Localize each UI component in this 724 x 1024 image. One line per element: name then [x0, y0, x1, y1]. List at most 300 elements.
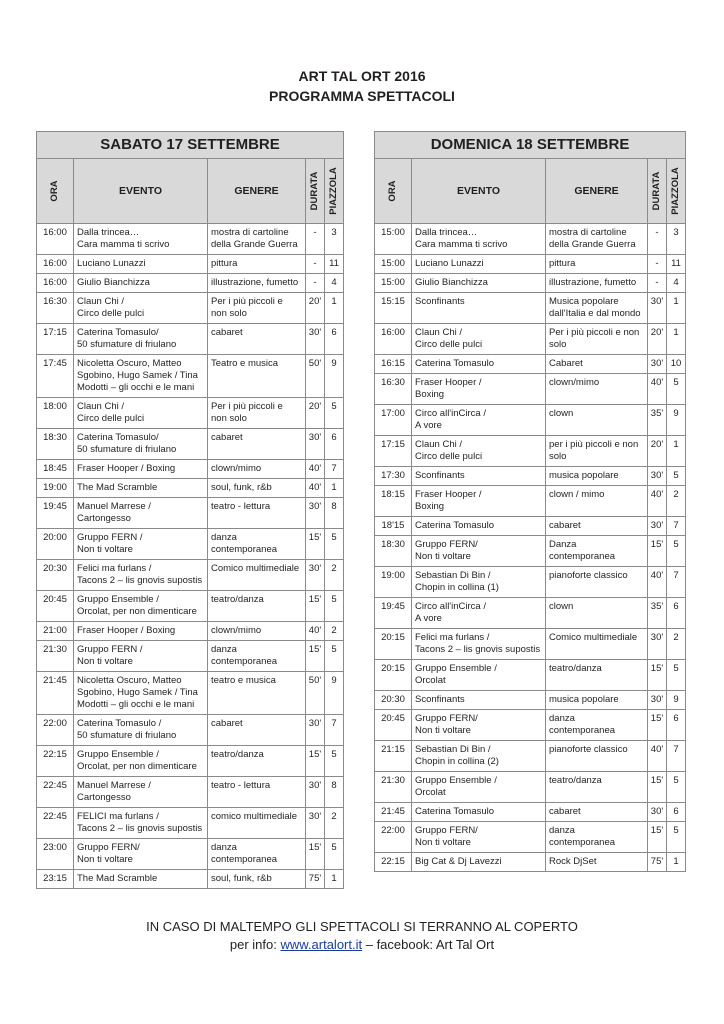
schedule-row	[37, 591, 344, 622]
time-cell: 19:45	[37, 498, 74, 529]
event-cell: Fraser Hooper / Boxing	[412, 374, 546, 405]
schedule-row	[375, 772, 686, 803]
venue-cell: 7	[325, 460, 344, 479]
genre-cell: danza contemporanea	[546, 710, 648, 741]
genre-cell: cabaret	[208, 324, 306, 355]
venue-cell: 10	[667, 355, 686, 374]
genre-cell: clown	[546, 598, 648, 629]
time-cell: 22:45	[37, 777, 74, 808]
event-cell: Caterina Tomasulo/ 50 sfumature di friulano	[74, 429, 208, 460]
genre-cell: musica popolare	[546, 691, 648, 710]
time-cell: 15:15	[375, 293, 412, 324]
duration-cell: 75'	[306, 870, 325, 889]
schedule-row	[375, 710, 686, 741]
genre-cell: illustrazione, fumetto	[546, 274, 648, 293]
genre-cell: Danza contemporanea	[546, 536, 648, 567]
time-cell: 16:00	[37, 274, 74, 293]
event-cell: Sconfinants	[412, 691, 546, 710]
time-cell: 22:15	[375, 853, 412, 872]
duration-cell: 30'	[648, 803, 667, 822]
schedule-row	[37, 715, 344, 746]
venue-cell: 5	[667, 660, 686, 691]
genre-cell: comico multimediale	[208, 808, 306, 839]
event-cell: Gruppo FERN/ Non ti voltare	[412, 710, 546, 741]
genre-cell: teatro/danza	[546, 660, 648, 691]
duration-cell: 20'	[648, 324, 667, 355]
time-cell: 21:15	[375, 741, 412, 772]
venue-cell: 11	[667, 255, 686, 274]
venue-cell: 2	[667, 629, 686, 660]
duration-cell: 30'	[648, 293, 667, 324]
event-cell: Felici ma furlans / Tacons 2 – lis gnovis supostis	[74, 560, 208, 591]
duration-cell: 15'	[306, 529, 325, 560]
duration-cell: 30'	[648, 517, 667, 536]
genre-cell: mostra di cartoline della Grande Guerra	[208, 224, 306, 255]
schedule-row	[37, 224, 344, 255]
duration-cell: 20'	[306, 398, 325, 429]
time-cell: 21:45	[37, 672, 74, 715]
venue-cell: 2	[325, 808, 344, 839]
event-cell: Fraser Hooper / Boxing	[74, 622, 208, 641]
event-cell: Sebastian Di Bin / Chopin in collina (1)	[412, 567, 546, 598]
event-cell: Gruppo FERN / Non ti voltare	[74, 529, 208, 560]
duration-cell: 15'	[306, 746, 325, 777]
time-cell: 15:00	[375, 224, 412, 255]
event-cell: Sconfinants	[412, 467, 546, 486]
event-cell: Caterina Tomasulo	[412, 803, 546, 822]
genre-cell: soul, funk, r&b	[208, 870, 306, 889]
time-cell: 18:30	[37, 429, 74, 460]
schedule-row	[375, 293, 686, 324]
venue-cell: 9	[667, 405, 686, 436]
event-cell: Fraser Hooper / Boxing	[74, 460, 208, 479]
venue-cell: 9	[325, 672, 344, 715]
genre-cell: pianoforte classico	[546, 567, 648, 598]
time-cell: 20:45	[37, 591, 74, 622]
genre-cell: danza contemporanea	[208, 839, 306, 870]
event-cell: Luciano Lunazzi	[74, 255, 208, 274]
schedule-row	[375, 324, 686, 355]
duration-cell: 35'	[648, 598, 667, 629]
header-durata: DURATA	[648, 159, 667, 224]
time-cell: 19:00	[375, 567, 412, 598]
genre-cell: pittura	[208, 255, 306, 274]
time-cell: 18:00	[37, 398, 74, 429]
duration-cell: 30'	[306, 560, 325, 591]
venue-cell: 9	[667, 691, 686, 710]
schedule-row	[37, 870, 344, 889]
header-piazzola: PIAZZOLA	[325, 159, 344, 224]
header-piazzola: PIAZZOLA	[667, 159, 686, 224]
event-cell: Gruppo FERN / Non ti voltare	[74, 641, 208, 672]
genre-cell: teatro/danza	[208, 746, 306, 777]
venue-cell: 5	[325, 746, 344, 777]
venue-cell: 6	[667, 803, 686, 822]
time-cell: 16:00	[375, 324, 412, 355]
time-cell: 20:30	[375, 691, 412, 710]
schedule-row	[37, 255, 344, 274]
venue-cell: 5	[667, 536, 686, 567]
time-cell: 20:15	[375, 660, 412, 691]
event-cell: Gruppo Ensemble / Orcolat	[412, 772, 546, 803]
venue-cell: 5	[667, 467, 686, 486]
sunday-schedule-table	[374, 131, 686, 872]
time-cell: 23:00	[37, 839, 74, 870]
venue-cell: 1	[667, 293, 686, 324]
venue-cell: 7	[667, 567, 686, 598]
genre-cell: teatro - lettura	[208, 777, 306, 808]
event-cell: The Mad Scramble	[74, 870, 208, 889]
schedule-row	[37, 839, 344, 870]
schedule-row	[375, 598, 686, 629]
event-cell: Sebastian Di Bin / Chopin in collina (2)	[412, 741, 546, 772]
duration-cell: 30'	[648, 691, 667, 710]
time-cell: 19:45	[375, 598, 412, 629]
genre-cell: teatro/danza	[546, 772, 648, 803]
duration-cell: -	[648, 224, 667, 255]
schedule-row	[37, 293, 344, 324]
event-cell: Gruppo FERN/ Non ti voltare	[412, 536, 546, 567]
duration-cell: 20'	[648, 436, 667, 467]
event-cell: Caterina Tomasulo/ 50 sfumature di friulano	[74, 324, 208, 355]
venue-cell: 5	[667, 772, 686, 803]
time-cell: 17:30	[375, 467, 412, 486]
genre-cell: pianoforte classico	[546, 741, 648, 772]
schedule-row	[37, 324, 344, 355]
header-ora: ORA	[375, 159, 412, 224]
schedule-row	[375, 517, 686, 536]
duration-cell: 40'	[306, 622, 325, 641]
schedule-row	[375, 405, 686, 436]
schedule-row	[37, 355, 344, 398]
event-cell: Claun Chi / Circo delle pulci	[74, 398, 208, 429]
header-ora: ORA	[37, 159, 74, 224]
time-cell: 17:00	[375, 405, 412, 436]
time-cell: 21:00	[37, 622, 74, 641]
event-cell: Caterina Tomasulo	[412, 355, 546, 374]
event-cell: Dalla trincea… Cara mamma ti scrivo	[412, 224, 546, 255]
duration-cell: 15'	[306, 591, 325, 622]
genre-cell: cabaret	[208, 715, 306, 746]
genre-cell: cabaret	[546, 517, 648, 536]
schedule-row	[37, 641, 344, 672]
venue-cell: 4	[325, 274, 344, 293]
event-cell: Nicoletta Oscuro, Matteo Sgobino, Hugo Samek / Tina Modotti – gli occhi e le mani	[74, 355, 208, 398]
time-cell: 16:15	[375, 355, 412, 374]
genre-cell: Comico multimediale	[208, 560, 306, 591]
venue-cell: 8	[325, 498, 344, 529]
genre-cell: soul, funk, r&b	[208, 479, 306, 498]
duration-cell: 30'	[306, 498, 325, 529]
venue-cell: 11	[325, 255, 344, 274]
schedule-row	[37, 479, 344, 498]
event-cell: Manuel Marrese / Cartongesso	[74, 498, 208, 529]
venue-cell: 1	[667, 853, 686, 872]
duration-cell: 15'	[648, 710, 667, 741]
schedule-row	[375, 536, 686, 567]
time-cell: 21:45	[375, 803, 412, 822]
genre-cell: cabaret	[546, 803, 648, 822]
duration-cell: 15'	[648, 772, 667, 803]
time-cell: 16:30	[375, 374, 412, 405]
genre-cell: Musica popolare dall'Italia e dal mondo	[546, 293, 648, 324]
duration-cell: 30'	[306, 715, 325, 746]
venue-cell: 4	[667, 274, 686, 293]
event-cell: Caterina Tomasulo	[412, 517, 546, 536]
duration-cell: 40'	[306, 460, 325, 479]
event-cell: Luciano Lunazzi	[412, 255, 546, 274]
event-cell: Gruppo Ensemble / Orcolat, per non dimenticare	[74, 591, 208, 622]
duration-cell: -	[648, 274, 667, 293]
event-cell: Sconfinants	[412, 293, 546, 324]
title-line-1: ART TAL ORT 2016	[298, 68, 426, 84]
time-cell: 22:00	[375, 822, 412, 853]
event-cell: Claun Chi / Circo delle pulci	[412, 436, 546, 467]
genre-cell: cabaret	[208, 429, 306, 460]
schedule-row	[375, 660, 686, 691]
venue-cell: 5	[667, 374, 686, 405]
schedule-row	[375, 467, 686, 486]
event-cell: Claun Chi / Circo delle pulci	[412, 324, 546, 355]
genre-cell: teatro/danza	[208, 591, 306, 622]
genre-cell: teatro - lettura	[208, 498, 306, 529]
event-cell: Circo all'inCirca / A vore	[412, 405, 546, 436]
venue-cell: 9	[325, 355, 344, 398]
schedule-row	[37, 672, 344, 715]
duration-cell: 15'	[648, 660, 667, 691]
time-cell: 22:45	[37, 808, 74, 839]
time-cell: 20:15	[375, 629, 412, 660]
venue-cell: 5	[325, 839, 344, 870]
time-cell: 21:30	[375, 772, 412, 803]
venue-cell: 5	[325, 641, 344, 672]
schedule-row	[37, 622, 344, 641]
schedule-row	[37, 777, 344, 808]
schedule-row	[375, 567, 686, 598]
time-cell: 22:15	[37, 746, 74, 777]
genre-cell: clown/mimo	[208, 460, 306, 479]
saturday-schedule-table	[36, 131, 344, 889]
schedule-row	[375, 486, 686, 517]
time-cell: 17:45	[37, 355, 74, 398]
schedule-row	[375, 691, 686, 710]
genre-cell: danza contemporanea	[208, 529, 306, 560]
time-cell: 18:45	[37, 460, 74, 479]
schedule-row	[375, 822, 686, 853]
saturday-heading: SABATO 17 SETTEMBRE	[37, 132, 344, 159]
venue-cell: 6	[325, 429, 344, 460]
venue-cell: 8	[325, 777, 344, 808]
time-cell: 19:00	[37, 479, 74, 498]
duration-cell: -	[306, 224, 325, 255]
event-cell: Dalla trincea… Cara mamma ti scrivo	[74, 224, 208, 255]
schedule-row	[37, 429, 344, 460]
time-cell: 18'15	[375, 517, 412, 536]
genre-cell: clown / mimo	[546, 486, 648, 517]
duration-cell: -	[648, 255, 667, 274]
time-cell: 20:30	[37, 560, 74, 591]
venue-cell: 6	[325, 324, 344, 355]
event-cell: Caterina Tomasulo / 50 sfumature di friulano	[74, 715, 208, 746]
venue-cell: 6	[667, 710, 686, 741]
event-cell: Gruppo FERN/ Non ti voltare	[412, 822, 546, 853]
info-suffix: – facebook: Art Tal Ort	[362, 937, 495, 952]
schedule-row	[375, 629, 686, 660]
weather-notice: IN CASO DI MALTEMPO GLI SPETTACOLI SI TERRANNO AL COPERTO	[146, 919, 578, 934]
time-cell: 18:15	[375, 486, 412, 517]
venue-cell: 1	[667, 436, 686, 467]
time-cell: 16:30	[37, 293, 74, 324]
schedule-row	[375, 803, 686, 822]
event-cell: Fraser Hooper / Boxing	[412, 486, 546, 517]
duration-cell: 15'	[306, 641, 325, 672]
schedule-row	[37, 746, 344, 777]
duration-cell: 30'	[648, 355, 667, 374]
info-line	[0, 936, 724, 954]
genre-cell: clown	[546, 405, 648, 436]
event-cell: Manuel Marrese / Cartongesso	[74, 777, 208, 808]
event-cell: Giulio Bianchizza	[74, 274, 208, 293]
event-cell: Gruppo Ensemble / Orcolat	[412, 660, 546, 691]
genre-cell: danza contemporanea	[208, 641, 306, 672]
schedule-row	[375, 255, 686, 274]
venue-cell: 3	[667, 224, 686, 255]
schedule-row	[375, 274, 686, 293]
event-cell: Claun Chi / Circo delle pulci	[74, 293, 208, 324]
time-cell: 20:45	[375, 710, 412, 741]
header-durata: DURATA	[306, 159, 325, 224]
duration-cell: 75'	[648, 853, 667, 872]
genre-cell: Per i più piccoli e non solo	[208, 293, 306, 324]
time-cell: 16:00	[37, 255, 74, 274]
genre-cell: clown/mimo	[546, 374, 648, 405]
venue-cell: 5	[325, 529, 344, 560]
header-evento: EVENTO	[412, 159, 546, 224]
duration-cell: 40'	[648, 741, 667, 772]
time-cell: 18:30	[375, 536, 412, 567]
time-cell: 23:15	[37, 870, 74, 889]
schedule-row	[37, 529, 344, 560]
venue-cell: 2	[667, 486, 686, 517]
venue-cell: 1	[325, 870, 344, 889]
time-cell: 20:00	[37, 529, 74, 560]
schedule-row	[375, 355, 686, 374]
page-title	[0, 66, 724, 106]
schedule-row	[37, 274, 344, 293]
duration-cell: 50'	[306, 355, 325, 398]
event-cell: Gruppo Ensemble / Orcolat, per non dimenticare	[74, 746, 208, 777]
schedule-row	[375, 374, 686, 405]
venue-cell: 5	[667, 822, 686, 853]
duration-cell: 40'	[648, 486, 667, 517]
time-cell: 15:00	[375, 255, 412, 274]
venue-cell: 1	[325, 293, 344, 324]
duration-cell: 30'	[648, 467, 667, 486]
duration-cell: 50'	[306, 672, 325, 715]
venue-cell: 7	[667, 517, 686, 536]
duration-cell: 40'	[648, 567, 667, 598]
time-cell: 15:00	[375, 274, 412, 293]
genre-cell: Per i più piccoli e non solo	[208, 398, 306, 429]
event-cell: Felici ma furlans / Tacons 2 – lis gnovis supostis	[412, 629, 546, 660]
header-genere: GENERE	[546, 159, 648, 224]
schedule-row	[375, 436, 686, 467]
time-cell: 22:00	[37, 715, 74, 746]
venue-cell: 2	[325, 622, 344, 641]
header-genere: GENERE	[208, 159, 306, 224]
duration-cell: 35'	[648, 405, 667, 436]
genre-cell: teatro e musica	[208, 672, 306, 715]
genre-cell: Teatro e musica	[208, 355, 306, 398]
event-cell: Big Cat & Dj Lavezzi	[412, 853, 546, 872]
duration-cell: 15'	[648, 822, 667, 853]
website-link[interactable]: www.artalort.it	[280, 937, 363, 952]
duration-cell: 30'	[306, 324, 325, 355]
event-cell: The Mad Scramble	[74, 479, 208, 498]
schedule-row	[37, 560, 344, 591]
time-cell: 16:00	[37, 224, 74, 255]
event-cell: Gruppo FERN/ Non ti voltare	[74, 839, 208, 870]
info-prefix: per info:	[229, 937, 281, 952]
genre-cell: Comico multimediale	[546, 629, 648, 660]
genre-cell: Rock DjSet	[546, 853, 648, 872]
duration-cell: 30'	[306, 777, 325, 808]
genre-cell: danza contemporanea	[546, 822, 648, 853]
schedule-row	[37, 808, 344, 839]
duration-cell: -	[306, 274, 325, 293]
venue-cell: 3	[325, 224, 344, 255]
genre-cell: per i più piccoli e non solo	[546, 436, 648, 467]
venue-cell: 1	[667, 324, 686, 355]
sunday-heading: DOMENICA 18 SETTEMBRE	[375, 132, 686, 159]
venue-cell: 7	[667, 741, 686, 772]
duration-cell: -	[306, 255, 325, 274]
venue-cell: 1	[325, 479, 344, 498]
schedule-row	[37, 460, 344, 479]
duration-cell: 30'	[306, 429, 325, 460]
genre-cell: Cabaret	[546, 355, 648, 374]
event-cell: Giulio Bianchizza	[412, 274, 546, 293]
venue-cell: 5	[325, 398, 344, 429]
venue-cell: 7	[325, 715, 344, 746]
header-evento: EVENTO	[74, 159, 208, 224]
schedule-row	[37, 398, 344, 429]
time-cell: 17:15	[37, 324, 74, 355]
duration-cell: 30'	[648, 629, 667, 660]
venue-cell: 6	[667, 598, 686, 629]
duration-cell: 40'	[306, 479, 325, 498]
venue-cell: 5	[325, 591, 344, 622]
duration-cell: 15'	[648, 536, 667, 567]
time-cell: 21:30	[37, 641, 74, 672]
title-line-2: PROGRAMMA SPETTACOLI	[269, 88, 455, 104]
duration-cell: 30'	[306, 808, 325, 839]
time-cell: 17:15	[375, 436, 412, 467]
genre-cell: mostra di cartoline della Grande Guerra	[546, 224, 648, 255]
event-cell: Nicoletta Oscuro, Matteo Sgobino, Hugo Samek / Tina Modotti – gli occhi e le mani	[74, 672, 208, 715]
schedule-row	[375, 224, 686, 255]
schedule-row	[375, 741, 686, 772]
schedule-row	[37, 498, 344, 529]
duration-cell: 20'	[306, 293, 325, 324]
event-cell: Circo all'inCirca / A vore	[412, 598, 546, 629]
footer	[0, 918, 724, 954]
duration-cell: 40'	[648, 374, 667, 405]
venue-cell: 2	[325, 560, 344, 591]
duration-cell: 15'	[306, 839, 325, 870]
genre-cell: Per i più piccoli e non solo	[546, 324, 648, 355]
genre-cell: clown/mimo	[208, 622, 306, 641]
